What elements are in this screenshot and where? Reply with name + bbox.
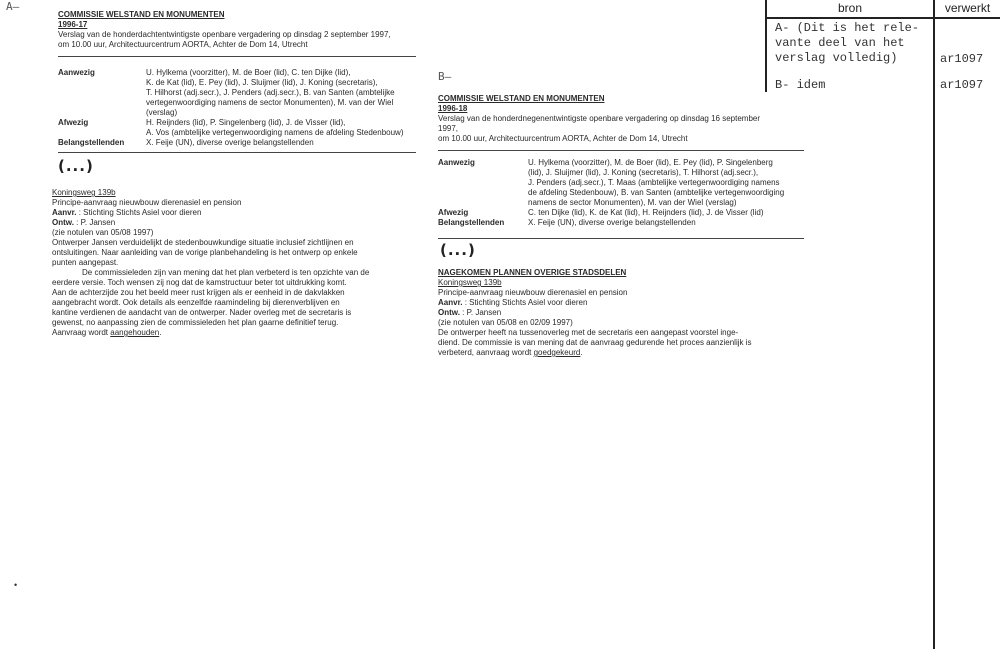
attendance-label: Aanwezig	[438, 158, 475, 167]
attendance-label: Afwezig	[58, 118, 89, 127]
clipping-b-item	[438, 268, 810, 358]
item-notes-ref: (zie notulen van 05/08 en 02/09 1997)	[438, 318, 573, 327]
attendance-interested	[438, 218, 810, 228]
attendance-line: K. de Kat (lid), E. Pey (lid), J. Sluijmer (lid), J. Koning (secretaris),	[146, 78, 378, 87]
clipping-a-marker: A—	[6, 0, 20, 13]
body-line: eerdere versie. Toch wensen zij nog dat de kamstructuur beter tot uitdrukking komt.	[52, 278, 347, 287]
designer-label: Ontw.	[52, 218, 74, 227]
item-description: Principe-aanvraag nieuwbouw dierenasiel en pension	[438, 288, 628, 297]
clipping-b-top-rule	[438, 150, 804, 151]
item-description: Principe-aanvraag nieuwbouw dierenasiel en pension	[52, 198, 242, 207]
clipping-b-intro-line-2: 1997,	[438, 124, 459, 133]
decision-prefix: verbeterd, aanvraag wordt	[438, 348, 534, 357]
attendance-label: Afwezig	[438, 208, 469, 217]
attendance-line: de afdeling Stedenbouw), B. van Santen (ambtelijke vertegenwoordiging	[528, 188, 785, 197]
item-decision	[438, 348, 810, 358]
item-applicant	[52, 208, 422, 218]
attendance-line: T. Hilhorst (adj.secr.), J. Penders (adj.secr.), B. van Santen (ambtelijke	[146, 88, 395, 97]
designer-label: Ontw.	[438, 308, 460, 317]
attendance-line: H. Reijnders (lid), P. Singelenberg (lid), J. de Visser (lid),	[146, 118, 346, 127]
clipping-b-intro-line-1: Verslag van de honderdnegenentwintigste openbare vergadering op dinsdag 16 september	[438, 114, 761, 123]
attendance-line: X. Feije (UN), diverse overige belangstellenden	[528, 218, 696, 227]
attendance-label: Belangstellenden	[438, 218, 505, 227]
clipping-b-year: 1996-18	[438, 104, 468, 113]
panel-entry-b-source: B- idem	[775, 78, 826, 92]
clipping-b-ellipsis: (...)	[440, 241, 476, 259]
clipping-b-intro-line-3: om 10.00 uur, Architectuurcentrum AORTA, Achter de Dom 14, Utrecht	[438, 134, 688, 143]
attendance-line: (verslag)	[146, 108, 178, 117]
designer-value: : P. Jansen	[462, 308, 502, 317]
clipping-b-bottom-rule	[438, 238, 804, 239]
item-notes-ref: (zie notulen van 05/08 1997)	[52, 228, 154, 237]
clipping-a-ellipsis: (...)	[58, 157, 94, 175]
panel-header-rule	[765, 17, 1000, 19]
body-line: gewenst, no aanpassing zien de commissieleden het plan gaarne definitief terug.	[52, 318, 339, 327]
clipping-a-title: COMMISSIE WELSTAND EN MONUMENTEN	[58, 10, 225, 19]
attendance-line: U. Hylkema (voorzitter), M. de Boer (lid), C. ten Dijke (lid),	[146, 68, 351, 77]
attendance-interested	[58, 138, 422, 148]
attendance-label: Aanwezig	[58, 68, 95, 77]
source-note-line: verslag volledig)	[775, 51, 898, 65]
attendance-label: Belangstellenden	[58, 138, 125, 147]
stray-bullet: •	[14, 580, 18, 590]
applicant-label: Aanvr.	[438, 298, 463, 307]
clipping-b	[438, 94, 808, 144]
panel-entry-a-processed: ar1097	[940, 52, 984, 66]
clipping-b-attendance	[438, 158, 810, 228]
decision-word: goedgekeurd	[533, 348, 581, 357]
panel-entry-a-source	[775, 21, 919, 66]
body-line: aangebracht wordt. Ook details als eenzelfde raamindeling bij dierenverblijven en	[52, 298, 340, 307]
column-header-bron: bron	[837, 1, 863, 15]
decision-suffix: .	[580, 348, 583, 357]
body-line: De ontwerper heeft na tussenoverleg met de secretaris een aangepast voorstel inge-	[438, 328, 739, 337]
applicant-value: : Stichting Stichts Asiel voor dieren	[464, 298, 588, 307]
clipping-b-title: COMMISSIE WELSTAND EN MONUMENTEN	[438, 94, 605, 103]
decision-prefix: Aanvraag wordt	[52, 328, 111, 337]
source-note-line: A- (Dit is het rele-	[775, 21, 920, 35]
clipping-a-attendance	[58, 68, 422, 148]
attendance-line: C. ten Dijke (lid), K. de Kat (lid), H. Reijnders (lid), J. de Visser (lid)	[528, 208, 764, 217]
decision-suffix: .	[159, 328, 162, 337]
attendance-present	[438, 158, 810, 208]
applicant-label: Aanvr.	[52, 208, 77, 217]
attendance-line: (lid), J. Sluijmer (lid), J. Koning (secretaris), T. Hilhorst (adj.secr.),	[528, 168, 759, 177]
applicant-value: : Stichting Stichts Asiel voor dieren	[78, 208, 202, 217]
clipping-a-item	[52, 188, 422, 338]
clipping-a-year: 1996-17	[58, 20, 88, 29]
body-line: punten aangepast.	[52, 258, 119, 267]
panel-column-divider	[933, 0, 935, 649]
item-address: Koningsweg 139b	[438, 278, 502, 287]
panel-entry-b-processed: ar1097	[940, 78, 984, 92]
clipping-a-top-rule	[58, 56, 416, 57]
attendance-line: J. Penders (adj.secr.), T. Maas (ambtelijke vertegenwoordiging namens	[528, 178, 780, 187]
clipping-a-intro-line-1: Verslag van de honderdachtentwintigste openbare vergadering op dinsdag 2 september 1997,	[58, 30, 391, 39]
decision-word: aangehouden	[110, 328, 160, 337]
body-line: ontsluitingen. Naar aanleiding van de vorige planbehandeling is het ontwerp op enkele	[52, 248, 358, 257]
attendance-line: namens de sector Monumenten), M. van der Wiel (verslag)	[528, 198, 737, 207]
attendance-line: U. Hylkema (voorzitter), M. de Boer (lid), E. Pey (lid), P. Singelenberg	[528, 158, 773, 167]
attendance-absent	[438, 208, 810, 218]
designer-value: : P. Jansen	[76, 218, 116, 227]
item-designer	[438, 308, 810, 318]
item-designer	[52, 218, 422, 228]
column-header-verwerkt: verwerkt	[944, 1, 991, 15]
clipping-a-bottom-rule	[58, 152, 416, 153]
section-title: NAGEKOMEN PLANNEN OVERIGE STADSDELEN	[438, 268, 627, 277]
body-line: Aan de achterzijde zou het beeld meer rust krijgen als er eenheid in de dakvlakken	[52, 288, 345, 297]
attendance-line: X. Feije (UN), diverse overige belangstellenden	[146, 138, 314, 147]
source-note-line: vante deel van het	[775, 36, 905, 50]
attendance-present	[58, 68, 422, 118]
body-line: diend. De commissie is van mening dat de aanvraag gedurende het proces aanzienlijk is	[438, 338, 752, 347]
item-applicant	[438, 298, 810, 308]
clipping-b-marker: B—	[438, 70, 452, 83]
attendance-line: vertegenwoordiging namens de sector Monumenten), M. van der Wiel	[146, 98, 394, 107]
body-line: Ontwerper Jansen verduidelijkt de stedenbouwkundige situatie inclusief zichtlijnen en	[52, 238, 354, 247]
clipping-a-intro-line-2: om 10.00 uur, Architectuurcentrum AORTA, Achter de Dom 14, Utrecht	[58, 40, 308, 49]
item-decision	[52, 328, 422, 338]
attendance-absent	[58, 118, 422, 138]
item-address: Koningsweg 139b	[52, 188, 116, 197]
body-line: De commissieleden zijn van mening dat het plan verbeterd is ten opzichte van de	[82, 268, 370, 277]
body-line: kantine verdienen de aandacht van de ontwerper. Nader overleg met de secretaris is	[52, 308, 352, 317]
attendance-line: A. Vos (ambtelijke vertegenwoordiging namens de afdeling Stedenbouw)	[146, 128, 404, 137]
clipping-a	[58, 10, 418, 50]
